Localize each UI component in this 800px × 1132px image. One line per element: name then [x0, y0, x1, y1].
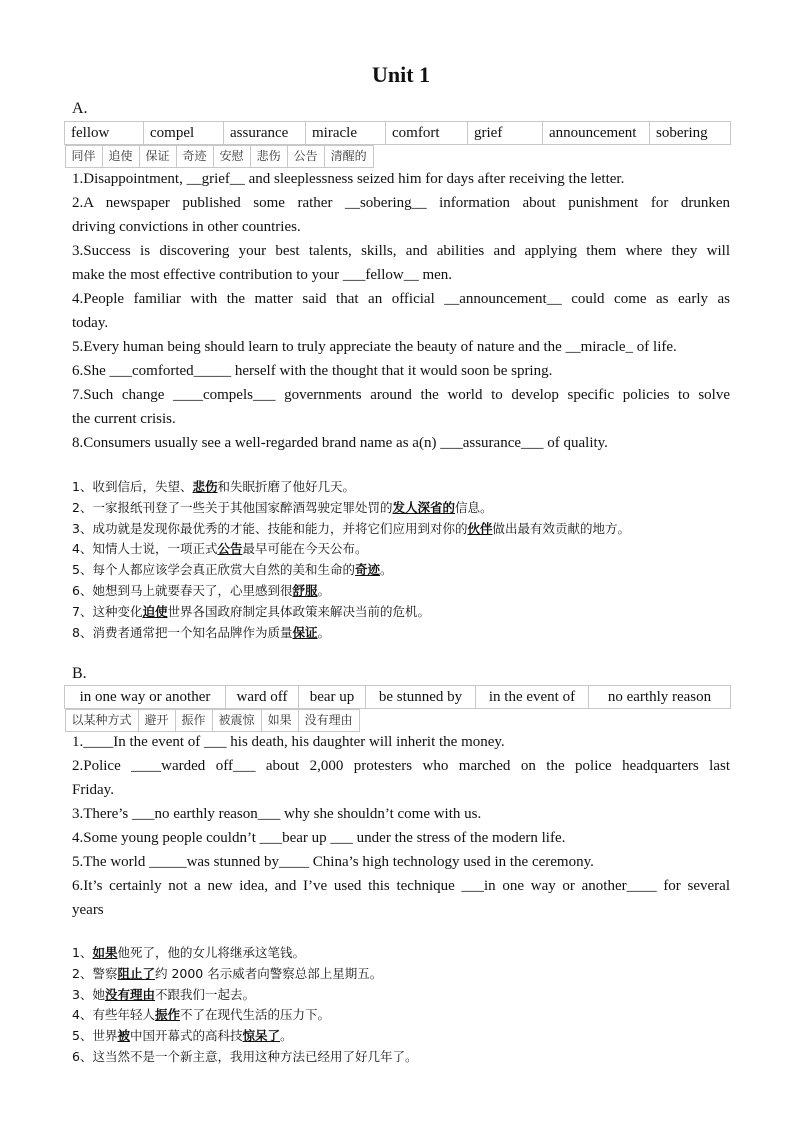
translation-text: 5、每个人都应该学会真正欣赏大自然的美和生命的 [72, 562, 355, 578]
translation-text: 3、成功就是发现你最优秀的才能、技能和能力，并将它们应用到对你的 [72, 520, 468, 536]
phrase-meaning: 避开 [138, 710, 175, 732]
vocab-word: fellow [65, 122, 144, 145]
translation-keyword: 伙伴 [467, 520, 493, 536]
translation-text: 中国开幕式的高科技 [129, 1028, 243, 1044]
exercise-sentence: 4.Some young people couldn’t ___bear up ___ under the stress of the modern life. [72, 830, 566, 846]
exercise-sentence: years [72, 902, 104, 918]
vocab-word: assurance [224, 122, 306, 145]
translation-text: 世界各国政府制定具体政策来解决当前的危机。 [167, 603, 430, 619]
vocab-meaning: 清醒的 [324, 146, 373, 168]
translation-text: 。 [317, 624, 330, 640]
vocab-word: miracle [306, 122, 386, 145]
exercise-sentence: 4.People familiar with the matter said that an official __announcement__ could come as early as [72, 291, 730, 307]
translation-keyword: 振作 [154, 1007, 180, 1023]
translation-text: 做出最有效贡献的地方。 [492, 520, 630, 536]
vocab-meaning: 奇迹 [176, 146, 213, 168]
phrase-meaning: 振作 [175, 710, 212, 732]
translation-keyword: 阻止了 [117, 965, 155, 981]
vocab-meaning: 保证 [139, 146, 176, 168]
translation-text: 和失眠折磨了他好几天。 [217, 479, 355, 494]
translation-line [72, 581, 630, 602]
translation-line [72, 539, 630, 560]
translation-text: 5、世界 [72, 1028, 118, 1044]
vocab-row-english [65, 122, 731, 145]
translation-text: 2、警察 [72, 965, 118, 981]
exercise-sentence: 8.Consumers usually see a well-regarded brand name as a(n) ___assurance___ of quality. [72, 435, 608, 451]
translation-line [72, 623, 630, 644]
translation-keyword: 发人深省的 [392, 499, 455, 515]
translation-line [72, 1005, 417, 1026]
translation-line [72, 477, 630, 498]
phrase-row-chinese [65, 709, 360, 732]
vocab-meaning: 悲伤 [250, 146, 287, 168]
translation-text: 约 2000 名示威者向警察总部上星期五。 [154, 965, 383, 981]
phrase: no earthly reason [589, 686, 731, 709]
translation-keyword: 没有理由 [104, 986, 155, 1002]
translation-keyword: 迫使 [142, 603, 168, 619]
phrase: in one way or another [65, 686, 226, 709]
vocab-table-a [64, 121, 731, 163]
exercise-sentence: today. [72, 315, 109, 331]
exercise-sentence: 6.It’s certainly not a new idea, and I’ve used this technique ___in one way or another____ for several [72, 878, 730, 894]
section-a-label: A. [72, 100, 88, 117]
vocab-word: comfort [386, 122, 468, 145]
translation-text: 1、收到信后，失望、 [72, 479, 193, 494]
exercise-sentence: 7.Such change ____compels___ governments around the world to develop specific policies to solve [72, 387, 730, 403]
translation-keyword: 惊呆了 [242, 1028, 280, 1044]
translation-text: 不了在现代生活的压力下。 [179, 1007, 330, 1023]
translation-keyword: 奇迹 [354, 562, 380, 578]
phrase-row-english [65, 686, 731, 709]
translation-text: 8、消费者通常把一个知名品牌作为质量 [72, 624, 293, 640]
exercise-sentence: 5.The world _____was stunned by____ China’s high technology used in the ceremony. [72, 854, 594, 870]
translation-text: 1、 [72, 945, 93, 960]
translation-text: 4、知情人士说，一项正式 [72, 541, 218, 557]
phrase: in the event of [476, 686, 589, 709]
translation-keyword: 悲伤 [192, 479, 218, 494]
vocab-word: compel [144, 122, 224, 145]
translation-text: 最早可能在今天公布。 [242, 541, 368, 557]
translation-text: 6、她想到马上就要春天了，心里感到很 [72, 582, 293, 598]
exercise-sentence: 3.There’s ___no earthly reason___ why she shouldn’t come with us. [72, 806, 482, 822]
translation-keyword: 保证 [292, 624, 318, 640]
translation-text: 他死了，他的女儿将继承这笔钱。 [117, 945, 305, 960]
exercise-list-b [72, 730, 730, 922]
translation-text: 2、一家报纸刊登了一些关于其他国家醉酒驾驶定罪处罚的 [72, 499, 393, 515]
exercise-sentence: Friday. [72, 782, 114, 798]
exercise-sentence: driving convictions in other countries. [72, 219, 301, 235]
translation-keyword: 舒服 [292, 582, 318, 598]
translation-text: 。 [379, 562, 393, 578]
vocab-meaning: 追使 [102, 146, 139, 168]
exercise-sentence: 5.Every human being should learn to truly appreciate the beauty of nature and the __miracle_ of life. [72, 339, 677, 355]
exercise-sentence: 6.She ___comforted_____ herself with the thought that it would soon be spring. [72, 363, 553, 379]
vocab-meaning: 安慰 [213, 146, 250, 168]
phrase-meaning: 没有理由 [298, 710, 359, 732]
phrase: be stunned by [366, 686, 476, 709]
translation-line [72, 519, 630, 540]
translation-text: 信息。 [454, 499, 493, 515]
vocab-meaning: 公告 [287, 146, 324, 168]
vocab-meaning: 同伴 [65, 146, 102, 168]
exercise-sentence: 2.A newspaper published some rather __sobering__ information about punishment for drunken [72, 195, 730, 211]
section-b-label: B. [72, 665, 87, 682]
translation-line [72, 964, 417, 985]
exercise-sentence: make the most effective contribution to your ___fellow__ men. [72, 267, 453, 283]
exercise-list-a [72, 167, 730, 455]
translation-keyword: 被 [117, 1028, 130, 1044]
translation-text: 。 [280, 1028, 293, 1044]
translation-text: 6、这当然不是一个新主意，我用这种方法已经用了好几年了。 [72, 1048, 418, 1064]
translation-text: 不跟我们一起去。 [154, 986, 255, 1002]
phrase: ward off [226, 686, 299, 709]
page-title: Unit 1 [371, 62, 431, 87]
translation-line [72, 943, 417, 964]
exercise-sentence: 2.Police ____warded off___ about 2,000 protesters who marched on the police headquarters last [72, 758, 730, 774]
translation-line [72, 498, 630, 519]
phrase-table-b [64, 685, 731, 727]
vocab-word: grief [468, 122, 543, 145]
translation-text: 。 [317, 582, 330, 598]
translation-text: 7、这种变化 [72, 603, 143, 619]
phrase-meaning: 以某种方式 [65, 710, 138, 732]
translation-keyword: 公告 [217, 541, 243, 557]
phrase-meaning: 如果 [261, 710, 298, 732]
translation-list-b [72, 943, 417, 1068]
phrase-meaning: 被震惊 [212, 710, 261, 732]
translation-line [72, 560, 630, 581]
translation-keyword: 如果 [92, 945, 118, 960]
exercise-sentence: the current crisis. [72, 411, 176, 427]
translation-text: 4、有些年轻人 [72, 1007, 155, 1023]
phrase: bear up [299, 686, 366, 709]
translation-line [72, 1026, 417, 1047]
translation-text: 3、她 [72, 986, 105, 1002]
vocab-row-chinese [65, 145, 374, 168]
translation-line [72, 985, 417, 1006]
exercise-sentence: 3.Success is discovering your best talents, skills, and abilities and applying them where they will [72, 243, 730, 259]
translation-line [72, 1047, 417, 1068]
translation-list-a [72, 477, 630, 643]
exercise-sentence: 1.____In the event of ___ his death, his daughter will inherit the money. [72, 734, 505, 750]
vocab-word: sobering [650, 122, 731, 145]
exercise-sentence: 1.Disappointment, __grief__ and sleeplessness seized him for days after receiving the letter. [72, 171, 625, 187]
vocab-word: announcement [543, 122, 650, 145]
translation-line [72, 602, 630, 623]
